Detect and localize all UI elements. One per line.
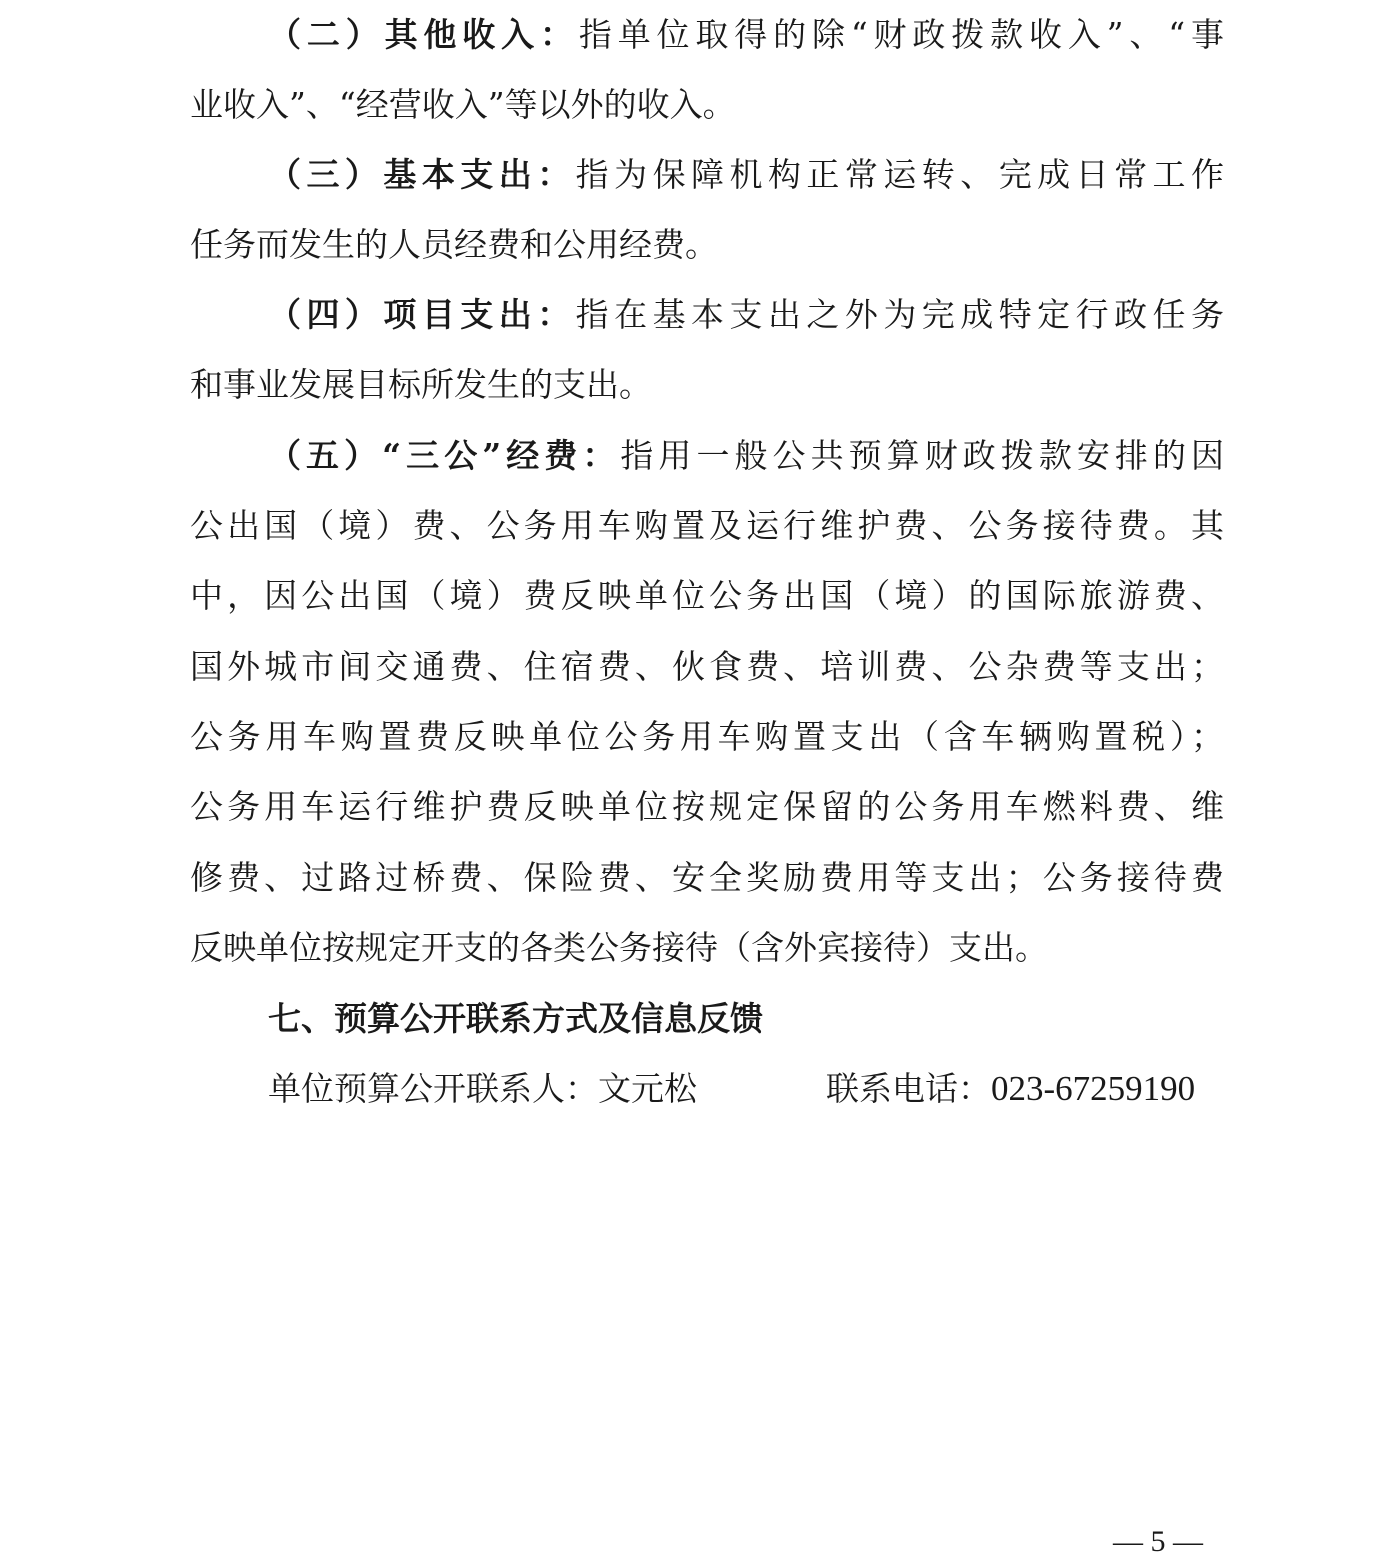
three-public-definition-start: 指用一般公共预算财政拨款安排的因 [620,436,1225,475]
contact-phone-number: 023-67259190 [991,1069,1196,1108]
contact-line [268,1054,1224,1124]
three-public-line-8: 反映单位按规定开支的各类公务接待（含外宾接待）支出。 [190,928,1048,967]
page-number: — 5 — [1113,1525,1203,1558]
three-public-line-3: 中，因公出国（境）费反映单位公务出国（境）的国际旅游费、 [190,576,1224,615]
basic-expenditure-definition-start: 指为保障机构正常运转、完成日常工作 [575,155,1225,194]
basic-expenditure-line-2: 任务而发生的人员经费和公用经费。 [190,225,718,264]
three-public-line-6: 公务用车运行维护费反映单位按规定保留的公务用车燃料费、维 [190,787,1224,826]
section-seven-heading: 七、预算公开联系方式及信息反馈 [268,999,763,1038]
basic-expenditure-line-1 [268,140,1224,210]
other-income-line-1 [268,0,1224,70]
contact-phone-label: 联系电话： [826,1069,991,1108]
project-expenditure-definition-start: 指在基本支出之外为完成特定行政任务 [575,295,1225,334]
three-public-line-4: 国外城市间交通费、住宿费、伙食费、培训费、公杂费等支出； [190,647,1224,686]
contact-phone [826,1054,1195,1124]
basic-expenditure-term: （三）基本支出： [268,155,576,194]
contact-person: 单位预算公开联系人：文元松 [268,1069,697,1108]
three-public-term: （五）“三公”经费： [268,436,621,475]
project-expenditure-term: （四）项目支出： [268,295,576,334]
other-income-line-2: 业收入”、“经营收入”等以外的收入。 [190,85,736,124]
three-public-line-5: 公务用车购置费反映单位公务用车购置支出（含车辆购置税）； [190,717,1224,756]
three-public-line-2: 公出国（境）费、公务用车购置及运行维护费、公务接待费。其 [190,506,1224,545]
other-income-term: （二）其他收入： [268,15,579,54]
three-public-line-1 [268,421,1224,491]
project-expenditure-line-1 [268,280,1224,350]
project-expenditure-line-2: 和事业发展目标所发生的支出。 [190,365,652,404]
other-income-definition-start: 指单位取得的除“财政拨款收入”、“事 [578,15,1224,54]
three-public-line-7: 修费、过路过桥费、保险费、安全奖励费用等支出；公务接待费 [190,858,1224,897]
